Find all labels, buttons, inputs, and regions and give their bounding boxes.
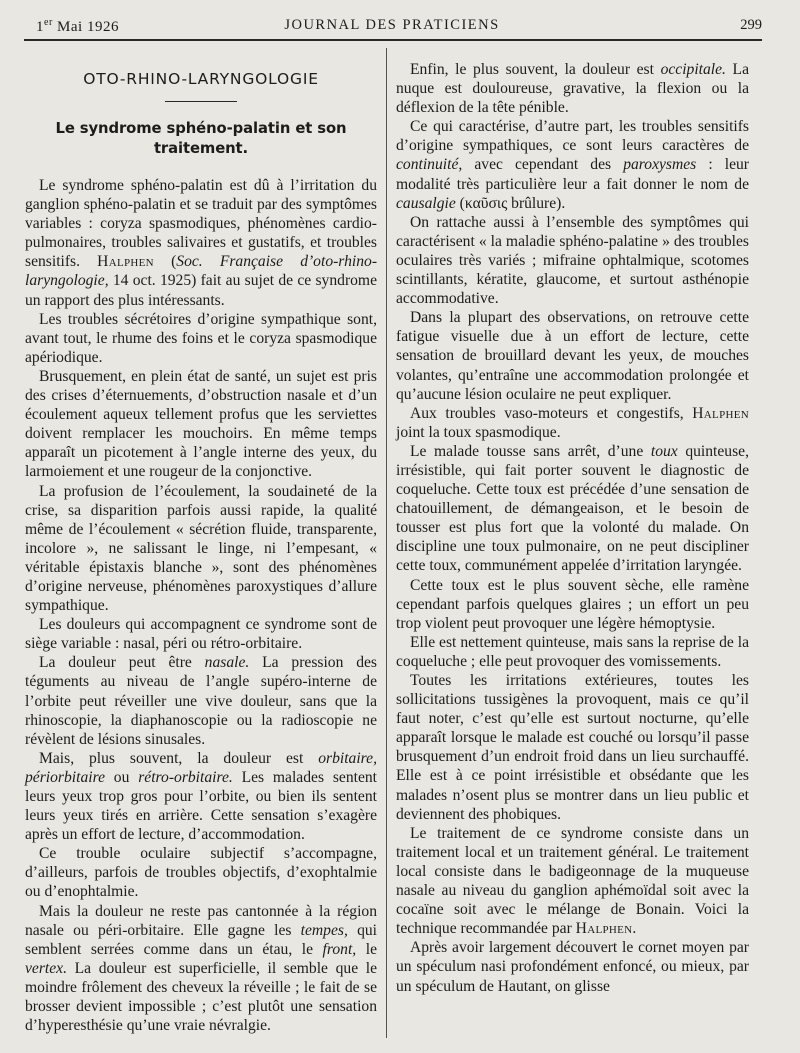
paragraph: Aux troubles vaso-moteurs et congestifs, Halphen joint la toux spasmodique. [396,404,749,441]
header-rule [24,39,762,41]
author-name: Halphen [97,253,154,271]
paragraph: Ce trouble oculaire subjectif s’accompagne, d’ailleurs, parfois de troubles objectifs, d’exophtalmie ou d’enophtalmie. [25,845,377,901]
paragraph: Le syndrome sphéno-palatin est dû à l’irritation du ganglion sphéno-palatin et se traduit par des symptômes variables : coryza spasmodiques, phénomènes cardio-pulmonaires, troubles salivaires et gustatifs, et troubles sensitifs. Halphen (Soc. Française d’oto-rhino-laryngologie, 14 oct. 1925) fait au sujet de ce syndrome un rapport des plus intéressants. [25,177,378,309]
paragraph: Mais, plus souvent, la douleur est orbitaire, périorbitaire ou rétro-orbitaire. Les malades sentent leurs yeux trop gros pour l’orbite, ou bien ils sentent leurs yeux tirés en arrière. Cette sensation s’exagère après un effort de lecture, d’accommodation. [25,749,377,844]
right-column [396,60,749,996]
paragraph: Toutes les irritations extérieures, toutes les sollicitations tussigènes la provoquent, mais ce qu’il faut noter, c’est qu’elle est surtout nocturne, qu’elle apparaît lorsque le malade est couché ou lorsqu’il passe brusquement d’un endroit froid dans un lieu surchauffé. Elle est à ce point irrésistible et obsédante que les malades n’osent plus se montrer dans un lieu public et deviennent des phobiques. [396,672,749,823]
column-divider [386,48,387,1038]
paragraph: Mais la douleur ne reste pas cantonnée à la région nasale ou péri-orbitaire. Elle gagne les tempes, qui semblent serrées comme dans un étau, le front, le vertex. La douleur est superficielle, il semble que le moindre frôlement des cheveux la réveille ; le fait de se brosser devient impossible ; c’est plutôt une sensation d’hyperesthésie qu’une vraie névralgie. [25,902,377,1035]
left-column [25,58,377,1035]
page-number: 299 [740,17,762,33]
paragraph: La douleur peut être nasale. La pression des téguments au niveau de l’angle supéro-interne de l’orbite peut réveiller une vive douleur, sans que la rhinoscopie, la diaphanoscopie ou la radioscopie ne révèlent de lésions sinusales. [25,654,378,748]
issue-date: 1er Mai 1926 [36,17,119,35]
paragraph: Les douleurs qui accompagnent ce syndrome sont de siège variable : nasal, péri ou rétro-orbitaire. [25,616,377,653]
paragraph: Le malade tousse sans arrêt, d’une toux quinteuse, irrésistible, qui fait porter souvent le diagnostic de coqueluche. Cette toux est précédée d’une sensation de chatouillement, de démangeaison, et le besoin de tousser est plus fort que la volonté du malade. On discipline une toux pulmonaire, on ne peut discipliner cette toux, communément appelée d’irritation laryngée. [396,442,749,575]
paragraph: La profusion de l’écoulement, la soudaineté de la crise, sa disparition parfois aussi rapide, la qualité même de l’écoulement « sécrétion fluide, transparente, incolore », ne salissant le linge, ni l’empesant, « véritable épistaxis blanche », sont des phénomènes d’origine nerveuse, phénomènes paroxystiques d’allure sympathique. [25,482,377,615]
paragraph: Enfin, le plus souvent, la douleur est occipitale. La nuque est douloureuse, gravative, la flexion ou la déflexion de la tête pénible. [396,61,749,117]
paragraph: Ce qui caractérise, d’autre part, les troubles sensitifs d’origine sympathiques, ce sont leurs caractères de continuité, avec cependant des paroxysmes : leur modalité très particulière leur a fait donner le nom de causalgie (καῦσις brûlure). [396,118,749,212]
paragraph: Dans la plupart des observations, on retrouve cette fatigue visuelle due à un effort de lecture, cette sensation de brouillard devant les yeux, de mouches volantes, qu’entraîne une accommodation prolongée et qu’aucune lésion oculaire ne peut expliquer. [396,309,749,403]
section-title: OTO-RHINO-LARYNGOLOGIE [83,70,319,88]
paragraph: Elle est nettement quinteuse, mais sans la reprise de la coqueluche ; elle peut provoquer des vomissements. [396,633,749,670]
author-name: Halphen [692,404,749,422]
author-name: Halphen [575,920,633,938]
journal-title: JOURNAL DES PRATICIENS [284,17,500,33]
section-rule [165,101,237,102]
paragraph: Cette toux est le plus souvent sèche, elle ramène cependant parfois quelques glaires ; un effort un peu trop violent peut provoquer une légère hémoptysie. [396,576,749,632]
paragraph: Les troubles sécrétoires d’origine sympathique sont, avant tout, le rhume des foins et le coryza spasmodique apériodique. [25,310,377,366]
article-title: Le syndrome sphéno-palatin et son traitement. [55,120,347,157]
paragraph: Le traitement de ce syndrome consiste dans un traitement local et un traitement général. Le traitement local consiste dans le badigeonnage de la muqueuse nasale au niveau du ganglion aphémoïdal soit avec la cocaïne soit avec le mélange de Bonain. Voici la technique recommandée par Halphen. [396,824,749,938]
running-header [22,17,762,39]
paragraph: Brusquement, en plein état de santé, un sujet est pris des crises d’éternuements, d’obstruction nasale et d’un écoulement aqueux tellement profus que les serviettes doivent remplacer les mouchoirs. En même temps apparaît un picotement à l’angle interne des yeux, du larmoiement et une rougeur de la conjonctive. [25,367,377,481]
paragraph: On rattache aussi à l’ensemble des symptômes qui caractérisent « la maladie sphéno-palatine » des troubles oculaires très variés ; mifraine ophtalmique, scotomes scintillants, kératite, glaucome, et surtout asthénopie accommodative. [396,213,749,308]
paragraph: Après avoir largement découvert le cornet moyen par un spéculum nasi profondément enfoncé, ou mieux, par un spéculum de Hautant, on glisse [396,939,749,995]
